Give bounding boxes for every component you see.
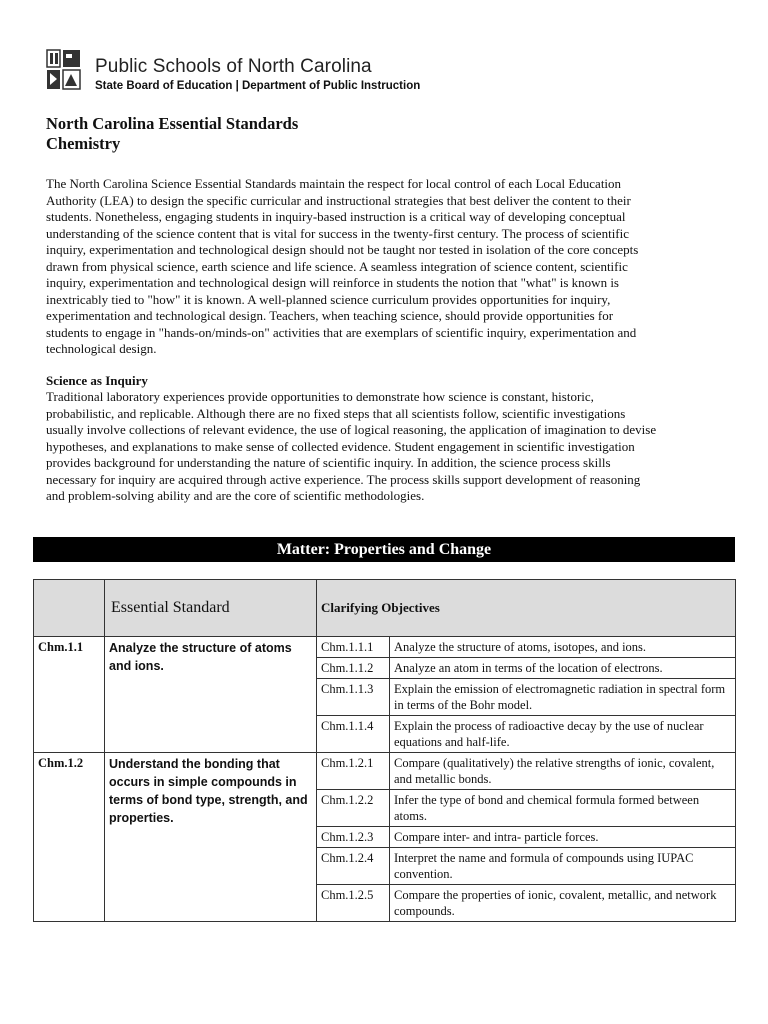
standard-text: Understand the bonding that occurs in simple compounds in terms of bond type, strength, and properties.: [105, 753, 317, 922]
objective-id: Chm.1.2.1: [317, 753, 390, 790]
standard-id: Chm.1.1: [34, 637, 105, 753]
header-clarifying-objectives: Clarifying Objectives: [317, 580, 736, 637]
objective-text: Compare the properties of ionic, covalent, metallic, and network compounds.: [390, 885, 736, 922]
header-empty-cell: [34, 580, 105, 637]
section-paragraph: Traditional laboratory experiences provide opportunities to demonstrate how science is constant, historic, probabilistic, and replicable. Although there are no fixed steps that all scientists follow, scientific investigations usually involve collections of relevant evidence, the use of logical reasoning, the application of imagination to devise hypotheses, and explanations to make sense of collected evidence. Student engagement in scientific investigation provides background for understanding the nature of scientific inquiry. In addition, the science process skills necessary for inquiry are acquired through active experience. The process skills support development of reasoning and problem-solving ability and are the core of scientific methodologies.: [46, 389, 657, 503]
objective-text: Explain the process of radioactive decay by the use of nuclear equations and half-life.: [390, 716, 736, 753]
objective-text: Compare inter- and intra- particle forces.: [390, 827, 736, 848]
standards-table: [33, 579, 736, 922]
org-subtitle: State Board of Education | Department of Public Instruction: [95, 80, 421, 92]
intro-paragraph: The North Carolina Science Essential Standards maintain the respect for local control of each Local Education Authority (LEA) to design the specific curricular and instructional strategies that best deliver the content to their students. Nonetheless, engaging students in inquiry-based instruction is a critical way of developing conceptual understanding of the science content that is vital for success in the twenty-first century. The process of scientific inquiry, experimentation and technological design should not be taught nor tested in isolation of the core concepts drawn from physical science, earth science and life science. A seamless integration of science content, scientific inquiry, experimentation and technological design will reinforce in students the notion that "what" is known is inextricably tied to "how" it is known. A well-planned science curriculum provides opportunities for inquiry, experimentation and technological design. Teachers, when teaching science, should provide opportunities for students to engage in "hands-on/minds-on" activities that are exemplars of scientific inquiry, experimentation and technological design.: [46, 176, 639, 356]
objective-id: Chm.1.1.3: [317, 679, 390, 716]
table-header-row: [34, 580, 736, 637]
objective-id: Chm.1.1.1: [317, 637, 390, 658]
objective-id: Chm.1.2.4: [317, 848, 390, 885]
objective-text: Explain the emission of electromagnetic radiation in spectral form in terms of the Bohr model.: [390, 679, 736, 716]
objective-id: Chm.1.1.4: [317, 716, 390, 753]
document-title: North Carolina Essential Standards: [46, 114, 299, 133]
standard-id: Chm.1.2: [34, 753, 105, 922]
standard-text: Analyze the structure of atoms and ions.: [105, 637, 317, 753]
strand-banner: Matter: Properties and Change: [33, 537, 735, 562]
header-essential-standard: Essential Standard: [105, 580, 317, 637]
objective-text: Interpret the name and formula of compounds using IUPAC convention.: [390, 848, 736, 885]
objective-id: Chm.1.2.3: [317, 827, 390, 848]
document-subtitle: Chemistry: [46, 134, 121, 153]
section-heading: Science as Inquiry: [46, 373, 148, 388]
org-name: Public Schools of North Carolina: [95, 56, 372, 77]
objective-id: Chm.1.1.2: [317, 658, 390, 679]
objective-text: Analyze an atom in terms of the location of electrons.: [390, 658, 736, 679]
table-row: [34, 637, 736, 658]
objective-text: Compare (qualitatively) the relative strengths of ionic, covalent, and metallic bonds.: [390, 753, 736, 790]
objective-text: Analyze the structure of atoms, isotopes, and ions.: [390, 637, 736, 658]
objective-id: Chm.1.2.5: [317, 885, 390, 922]
ncdpi-logo-icon: [46, 48, 82, 92]
objective-text: Infer the type of bond and chemical formula formed between atoms.: [390, 790, 736, 827]
objective-id: Chm.1.2.2: [317, 790, 390, 827]
table-row: [34, 753, 736, 790]
